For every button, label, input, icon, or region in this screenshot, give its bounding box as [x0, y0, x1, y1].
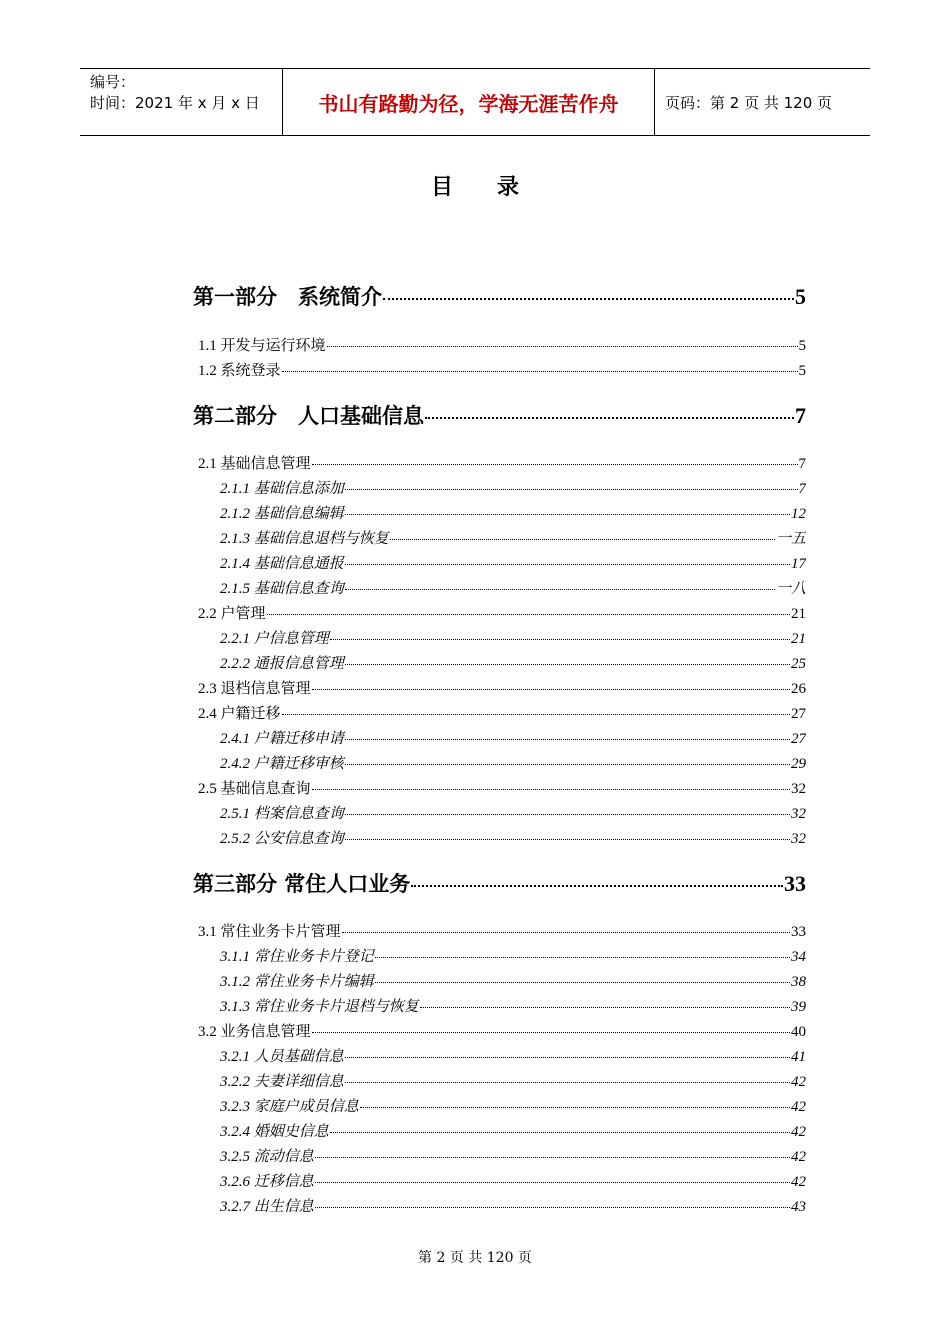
toc-entry-page: 一五 [775, 531, 806, 547]
toc-leader-dots [330, 639, 790, 640]
toc-entry-page: 42 [791, 1124, 806, 1140]
toc-entry[interactable] [220, 802, 806, 823]
toc-leader-dots [312, 789, 790, 790]
toc-entry[interactable] [220, 1095, 806, 1116]
toc-entry-page: 26 [791, 681, 806, 697]
toc-leader-dots [345, 589, 775, 590]
toc-entry-page: 39 [791, 999, 806, 1015]
toc-entry-label: 2.2 户管理 [198, 606, 266, 622]
toc-leader-dots [345, 839, 790, 840]
toc-entry-page: 32 [791, 806, 806, 822]
toc-entry[interactable] [198, 359, 806, 380]
toc-entry[interactable] [220, 827, 806, 848]
toc-entry-label: 1.1 开发与运行环境 [198, 338, 326, 354]
toc-entry-label: 3.2.3 家庭户成员信息 [220, 1099, 359, 1115]
toc-entry-label: 2.2.2 通报信息管理 [220, 656, 344, 672]
toc-entry-page: 34 [791, 949, 806, 965]
toc-entry[interactable] [220, 1195, 806, 1216]
toc-entry[interactable] [220, 1045, 806, 1066]
toc-entry[interactable] [220, 552, 806, 573]
toc-leader-dots [345, 814, 790, 815]
toc-entry-label: 2.1 基础信息管理 [198, 456, 311, 472]
toc-entry-label: 1.2 系统登录 [198, 363, 281, 379]
toc-entry-page: 17 [791, 556, 806, 572]
toc-leader-dots [315, 1182, 790, 1183]
toc-entry-page: 32 [791, 781, 806, 797]
toc-entry-page: 40 [791, 1024, 806, 1040]
toc-entry-label: 2.3 退档信息管理 [198, 681, 311, 697]
toc-entry[interactable] [198, 777, 806, 798]
toc-leader-dots [315, 1157, 790, 1158]
toc-entry[interactable] [220, 1145, 806, 1166]
toc-entry-label: 3.1.1 常住业务卡片登记 [220, 949, 374, 965]
toc-entry[interactable] [198, 334, 806, 355]
toc-entry[interactable] [220, 652, 806, 673]
toc-part-entry[interactable] [193, 281, 806, 311]
toc-entry-page: 5 [795, 284, 806, 309]
toc-entry[interactable] [220, 1170, 806, 1191]
toc-entry[interactable] [220, 727, 806, 748]
toc-entry-page: 5 [798, 338, 806, 354]
toc-part-entry[interactable] [193, 868, 806, 898]
toc-entry-page: 12 [791, 506, 806, 522]
toc-entry-label: 3.2.2 夫妻详细信息 [220, 1074, 344, 1090]
toc-leader-dots [312, 464, 798, 465]
toc-entry-label: 3.2.6 迁移信息 [220, 1174, 314, 1190]
toc-leader-dots [282, 714, 790, 715]
toc-entry-label: 2.4.2 户籍迁移审核 [220, 756, 344, 772]
toc-entry-label: 2.1.5 基础信息查询 [220, 581, 344, 597]
toc-leader-dots [345, 1057, 790, 1058]
toc-entry-label: 3.2.5 流动信息 [220, 1149, 314, 1165]
toc-entry-page: 33 [784, 871, 806, 896]
toc-entry-page: 41 [791, 1049, 806, 1065]
toc-entry-page: 38 [791, 974, 806, 990]
toc-leader-dots [345, 489, 798, 490]
toc-leader-dots [282, 371, 798, 372]
toc-leader-dots [375, 982, 790, 983]
toc-entry-label: 3.2.7 出生信息 [220, 1199, 314, 1215]
toc-entry-label: 3.1.2 常住业务卡片编辑 [220, 974, 374, 990]
toc-entry-page: 21 [791, 631, 806, 647]
toc-entry[interactable] [220, 970, 806, 991]
toc-entry-label: 2.1.2 基础信息编辑 [220, 506, 344, 522]
toc-entry-label: 3.1 常住业务卡片管理 [198, 924, 341, 940]
toc-entry-page: 42 [791, 1099, 806, 1115]
toc-leader-dots [327, 346, 798, 347]
toc-part-entry[interactable] [193, 400, 806, 430]
toc-leader-dots [360, 1107, 790, 1108]
toc-leader-dots [411, 885, 783, 887]
toc-entry[interactable] [220, 477, 806, 498]
page-footer: 第 2 页 共 120 页 [418, 1250, 532, 1266]
toc-entry-label: 2.4.1 户籍迁移申请 [220, 731, 344, 747]
toc-entry[interactable] [220, 945, 806, 966]
toc-entry-label: 2.4 户籍迁移 [198, 706, 281, 722]
toc-entry-page: 一八 [775, 581, 806, 597]
header-motto: 书山有路勤为径，学海无涯苦作舟 [282, 69, 655, 135]
toc-leader-dots [383, 298, 794, 300]
toc-entry[interactable] [220, 995, 806, 1016]
toc-leader-dots [345, 564, 790, 565]
toc-leader-dots [345, 739, 790, 740]
toc-entry[interactable] [198, 602, 806, 623]
toc-leader-dots [345, 1082, 790, 1083]
toc-leader-dots [390, 539, 775, 540]
toc-leader-dots [315, 1207, 790, 1208]
toc-entry-label: 第三部分 常住人口业务 [193, 872, 411, 896]
toc-entry-label: 2.5.2 公安信息查询 [220, 831, 344, 847]
toc-leader-dots [342, 932, 790, 933]
toc-leader-dots [267, 614, 790, 615]
header-date: 时间：2021 年 x 月 x 日 [90, 94, 260, 112]
toc-entry[interactable] [198, 702, 806, 723]
toc-entry-label: 第二部分 人口基础信息 [193, 404, 424, 428]
toc-entry[interactable] [198, 677, 806, 698]
toc-entry-page: 42 [791, 1149, 806, 1165]
toc-entry-label: 2.5.1 档案信息查询 [220, 806, 344, 822]
toc-leader-dots [375, 957, 790, 958]
toc-leader-dots [345, 664, 790, 665]
toc-entry-label: 3.1.3 常住业务卡片退档与恢复 [220, 999, 419, 1015]
toc-entry-label: 2.1.4 基础信息通报 [220, 556, 344, 572]
toc-entry-page: 7 [798, 456, 806, 472]
toc-entry[interactable] [198, 1020, 806, 1041]
toc-entry-page: 42 [791, 1174, 806, 1190]
toc-entry[interactable] [220, 627, 806, 648]
header-number: 编号： [90, 73, 136, 91]
toc-entry[interactable] [220, 1070, 806, 1091]
toc-entry-label: 3.2.4 婚姻史信息 [220, 1124, 329, 1140]
toc-entry[interactable] [198, 452, 806, 473]
toc-entry-page: 5 [798, 363, 806, 379]
toc-leader-dots [345, 514, 790, 515]
toc-leader-dots [345, 764, 790, 765]
toc-entry-page: 42 [791, 1074, 806, 1090]
toc-entry-page: 21 [791, 606, 806, 622]
toc-entry-page: 32 [791, 831, 806, 847]
toc-entry-label: 2.1.3 基础信息退档与恢复 [220, 531, 389, 547]
toc-leader-dots [330, 1132, 790, 1133]
toc-entry-page: 33 [791, 924, 806, 940]
toc-title: 目录 [430, 175, 563, 200]
toc-entry-page: 27 [791, 706, 806, 722]
toc-leader-dots [420, 1007, 790, 1008]
toc-entry-page: 7 [798, 481, 806, 497]
toc-entry-label: 第一部分 系统简介 [193, 285, 382, 309]
toc-entry-page: 43 [791, 1199, 806, 1215]
toc-entry[interactable] [220, 502, 806, 523]
toc-entry-label: 3.2.1 人员基础信息 [220, 1049, 344, 1065]
toc-entry[interactable] [220, 577, 806, 598]
toc-entry-label: 2.1.1 基础信息添加 [220, 481, 344, 497]
toc-leader-dots [425, 417, 794, 419]
toc-entry[interactable] [220, 1120, 806, 1141]
toc-entry[interactable] [220, 752, 806, 773]
toc-entry-page: 29 [791, 756, 806, 772]
toc-leader-dots [312, 689, 790, 690]
toc-entry-page: 27 [791, 731, 806, 747]
toc-entry[interactable] [220, 527, 806, 548]
toc-entry-page: 25 [791, 656, 806, 672]
toc-leader-dots [312, 1032, 790, 1033]
toc-entry-label: 2.5 基础信息查询 [198, 781, 311, 797]
toc-entry[interactable] [198, 920, 806, 941]
toc-entry-page: 7 [795, 403, 806, 428]
header-page-info: 页码：第 2 页 共 120 页 [665, 93, 833, 112]
toc-entry-label: 3.2 业务信息管理 [198, 1024, 311, 1040]
toc-entry-label: 2.2.1 户信息管理 [220, 631, 329, 647]
